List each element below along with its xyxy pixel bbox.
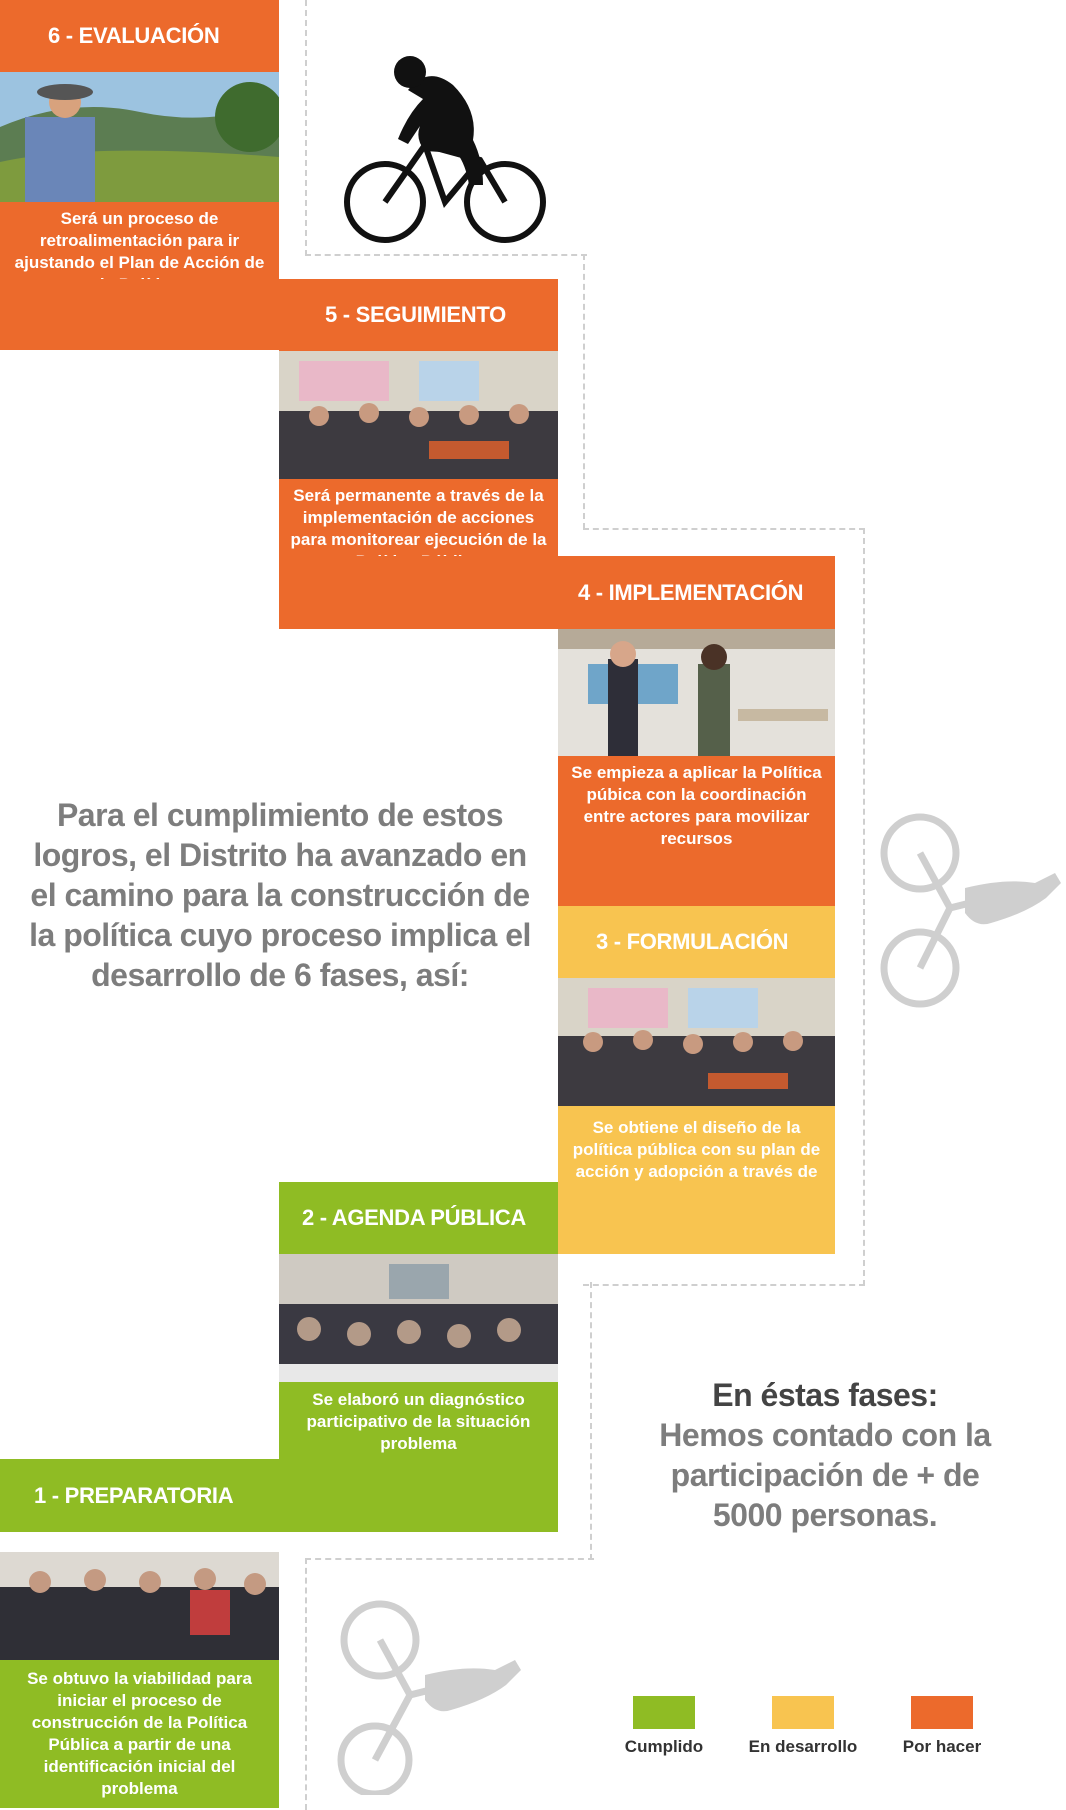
phase-6-photo — [0, 72, 279, 202]
cyclist-icon — [340, 50, 550, 250]
phase-2-photo — [279, 1254, 558, 1382]
phase-6-description: Será un proceso de retroalimentación para ir ajustando el Plan de Acción de — [14, 209, 265, 272]
legend-swatch-en-desarrollo — [772, 1696, 834, 1729]
summary-heading: En éstas fases: — [712, 1377, 938, 1413]
phase-5-connector — [0, 279, 279, 350]
legend-swatch-por-hacer — [911, 1696, 973, 1729]
phase-5-photo — [279, 351, 558, 479]
phase-2-connector — [558, 1182, 835, 1254]
phase-3-photo — [558, 978, 835, 1106]
phase-1-photo — [0, 1532, 279, 1660]
phase-4-photo — [558, 629, 835, 756]
legend-label-cumplido: Cumplido — [624, 1737, 704, 1756]
phase-5-title: 5 - SEGUIMIENTO — [325, 302, 506, 327]
phase-4-description: Se empieza a aplicar la Política púbica con la coordinación entre actores para movilizar recursos — [571, 763, 822, 848]
legend-label-en-desarrollo: En desarrollo — [748, 1737, 858, 1756]
legend-swatch-cumplido — [633, 1696, 695, 1729]
phase-5-description: Será permanente a través de la implementación de acciones para monitorear ejecución de la — [290, 486, 547, 549]
summary-body: Hemos contado con la participación de + de 5000 personas. — [659, 1417, 991, 1533]
phase-3-title: 3 - FORMULACIÓN — [596, 929, 789, 954]
fallen-cyclist-icon — [870, 808, 1066, 1008]
phase-1-connector — [279, 1459, 558, 1532]
fallen-cyclist-bottom-icon — [330, 1595, 530, 1795]
phase-4-connector — [279, 556, 558, 629]
legend-label-por-hacer: Por hacer — [902, 1737, 982, 1756]
phase-1-title: 1 - PREPARATORIA — [34, 1482, 234, 1508]
phase-3-description: Se obtiene el diseño de la política pública con su plan de acción y adopción a través de — [572, 1118, 821, 1181]
path-dash-2 — [583, 254, 587, 529]
phase-6-title: 6 - EVALUACIÓN — [48, 23, 220, 48]
path-dash-4 — [590, 1282, 594, 1560]
intro-text: Para el cumplimiento de estos logros, el Distrito ha avanzado en el camino para la construcción de la política cuyo proceso implica el desarrollo de 6 fases, así: — [29, 797, 531, 993]
phase-2-title: 2 - AGENDA PÚBLICA — [302, 1205, 526, 1230]
phase-1-description: Se obtuvo la viabilidad para iniciar el proceso de construcción de la Política Pública a partir de una identificación inicial del problema — [27, 1669, 252, 1798]
phase-2-description: Se elaboró un diagnóstico participativo de la situación problema — [306, 1390, 531, 1453]
phase-4-title: 4 - IMPLEMENTACIÓN — [578, 579, 804, 605]
